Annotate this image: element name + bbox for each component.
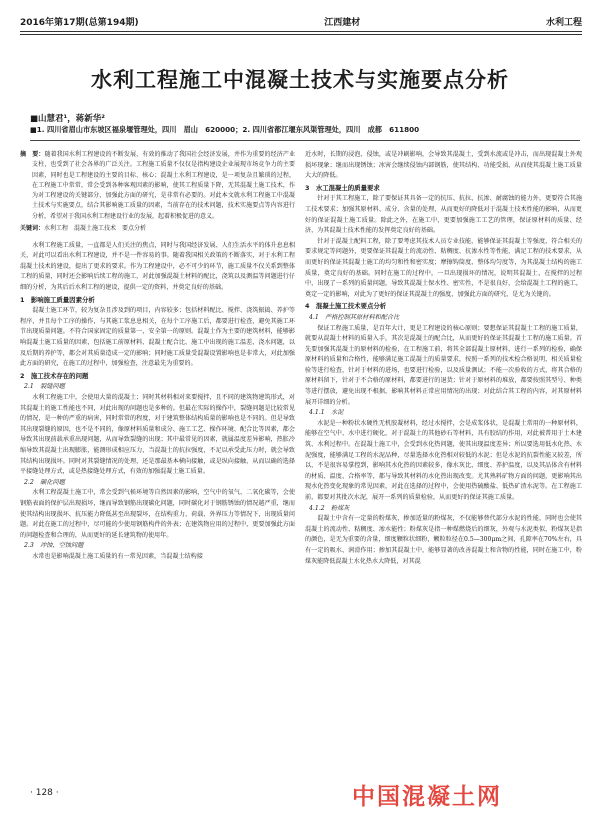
keywords xyxy=(20,224,295,235)
body-paragraph: 针对于其工程施工，除了要保证其具备一定的抗压、抗拉、抗渗、耐腐蚀的能力外，更要符合其施工技术要求；加强其原材料、成分、含量的处理，从而更好的降低对于混凝土技术性能的影响，从而更好的保证混凝土施工质量。除此之外，在施工中，更要加强施工工艺的管理，保证原材料的质量、经济，为其混凝土技术性能的发挥奠定良好的基础。 xyxy=(305,195,582,235)
abstract xyxy=(20,150,295,222)
header-rule xyxy=(20,31,582,32)
body-paragraph: 水泥是一种粉状水硬性无机胶凝材料，经过水搅拌，会是成浆体状，是混凝土常用的一种原材料，能够在空气中、水中进行硬化，对于混凝土的其他砂石等材料，具有胶结的作用，对此被普用于土木建筑、水利过程中。在混凝土施工中，会受到水化热问题，使其出现温度差异；所以要选用低水化热、水泥强度，能够满足工程的水泥品种，尽量选择水化热相对较低的水泥；但是水泥的抗裂性能又较差，所以，不是很容易掌控到，影响其水化热的因素较多，像水灰比、细度、养护温度，以及其品体含有材料的材质、温度、合格率等，都与导致其材料的水化热出现改变。尤其熟料矿物方面的问题，更影响其出现水化热变化现象的常见因素，对此在选择的过程中，会使用热硫酸盐、低热矿渣水泥等。在工程施工前，都要对其批次水泥，展开一系列的质量检验，从而更好的保证其施工质量。 xyxy=(305,419,582,501)
left-column xyxy=(20,150,295,562)
right-body xyxy=(305,150,582,567)
subsection-heading: 4.1 严格控制其原材料和配合比 xyxy=(309,313,400,321)
section-heading: 4 混凝土施工技术要点分析 xyxy=(305,302,387,311)
body-paragraph: 水利工程混凝土施工中，常会受到气候环境等自然因素的影响，空气中的氧气、二氧化碳等，会使钢筋表面的保护层出现损坏，继而导致钢筋出现碳化问题，同时碳化对于钢筋锈蚀的情况越严重，继而使其结构出现损坏、抗压能力降低甚至出现裂坏，在结构重力、荷载、外界压力等情况下，出现质量问题。对此在施工的过程中，尽可能的少使用钢筋构件的外表；在建筑物应用的过程中，更要加强此方面的问题检查和合理的，从而更好的延长建筑物的使用年。 xyxy=(20,489,295,539)
subsection-heading: 4.1.1 水泥 xyxy=(309,409,344,417)
article-authors: ■山慧君¹，蒋新华² xyxy=(30,114,105,124)
left-body xyxy=(20,241,295,563)
affiliation-rule xyxy=(30,140,580,141)
section-heading: 1 影响施工质量因素分析 xyxy=(20,295,95,304)
body-paragraph: 近水时，长期的浸泡、侵蚀，或是冲刷影响，会导致其混凝土，受到水流或是冲击，而出现混凝土外观损坏现象；继而出现锈蚀；冰害会继续侵蚀内部钢筋，使其结构、功能受损，从而使其混凝土施工质量大大的降低。 xyxy=(305,151,582,180)
subsection-heading: 4.1.2 粉煤灰 xyxy=(309,504,350,512)
keywords-label: 关键词： xyxy=(20,225,45,233)
body-paragraph: 保证工程施工质量，是百年大计，更是工程建设的核心原则；要想保证其混凝土工程的施工质量，就要从混凝土材料的质量入手，其次是混凝土的配合比，从而更好的保证其混凝土工程的施工质量。首先要加强其混凝土的原材料的检验，在工程施工前，将其全部混凝土原材料，进行一系列的检验，确保原材料的质量和合格性，能够满足施工混凝土的质量要求，按照一系列的技术检合格说明，相关质量检验等进行检查，针对于材料的进场，也要进行检验，以及质量测试；不能一次验收的方式，将其合格的原材料留下，针对于不合格的原材料，都要进行的退货；针对于原材料的堆放，都要按照其型号、种类等进行摆放，避免出现不根据，影响其材料正常应用情况的出现；对此结合其工程的内容，对其原材料展开详细的分析。 xyxy=(305,324,582,406)
body-paragraph: 混凝土中含有一定量的粉煤灰，掺加适量的粉煤灰，不仅能够替代部分水泥的性能，同时也会使其混凝土的流动性、粘稠度、渗水能性；粉煤灰是指一种煤燃烧后的细灰，外观与水泥类似，粉煤灰是指的颜色，是无为重要的含量，细度颗粒状细粉，颗粒粒径在0.5—300μm之间，孔隙率在70%左右，具有一定的吸水、润滑作用；掺加其混凝土中，能够显著的改善混凝土和含物的性能，同时在施工中，粉煤灰能降低混凝土水化热水大降低，对其混 xyxy=(305,515,582,565)
body-paragraph: 针对于混凝土配料工程，除了要考虑其技术人员专业技能，能够保证其混凝土等强度，符合相关的要求规定等问题外，更要保证其混凝土的流动性、粘稠度、抗渗水性等性能，满足工程的技术要求，从而更好的保证其混凝土施工的均匀和性和密实度；摩擦钩筒度、整体均匀度等，为其混凝土结构的施工质量，奠定良好的基础。同时在施工的过程中，一旦出现损坏的情况，说明其混凝土，在搅拌的过程中，出现了一系列的质量问题，导致其混凝土保水性、密实性，不是很良好，会给混凝土工程的施工，奠定一定的影响，对此为了更好的保证其混凝土的强度，加强此方面的研究，是尤为关键的。 xyxy=(305,237,582,298)
header-section: 水利工程 xyxy=(545,18,582,28)
section-heading: 2 施工技术存在的问题 xyxy=(20,371,89,380)
keywords-text: 水利工程 混凝土施工技术 要点分析 xyxy=(44,225,147,233)
subsection-heading: 2.1 裂缝问题 xyxy=(24,383,65,391)
header-rule-thin xyxy=(20,34,582,35)
running-header xyxy=(20,14,582,28)
abstract-text: 随着我国水利工程建设的不断发展，有效的推动了我国社会经济发展，并作为重要的经济产业支柱，也受到了社会各界的广泛关注。工程施工质量不仅仅是指构建设企业展现市场竞争力的主要因素，同时也是工程建设的主要的目标、核心；混凝土水利工程建设，是一项复杂且繁琐的过程，在工程施工中常常，常会受到各种客观因素的影响，使其工程质量下降，无其混凝土施工技术，作为对工程建设的关键部分，加强此方面的研究，是非常有必要的。对此本文就水利工程施工中混凝土技术与实施要点，结合其影响施工质量的因素，当前存在的技术问题，技术实施要点等内容进行分析，希望对于我国水利工程建设行业的发展，起着积极促进的意义。 xyxy=(32,151,295,220)
body-paragraph: 水利工程施工质量，一直都是人们关注的焦点，同时与我国经济发展、人们生活水平的体升息息相关，对此可以看出水利工程建设，并不是一件容易的事。随着我国相关政策的不断落实，对于水利工程混凝土技术的建设，提出了更求的要求。作为工程建设中，必不可少的环节，施工质量不仅关系到整体工程的质量，同时还会影响后续工程的施工，对此加强混凝土材料的配比，浇筑以及测温等问题进行仔细的分析，为其后后水利工程的建设，提供一定的资料，并奠定良好的基础。 xyxy=(20,241,295,292)
header-issue: 2016年第17期(总第194期) xyxy=(20,18,139,28)
body-paragraph: 水常也是影响混凝土施工质量的有一常见因素，当混凝土结构接 xyxy=(32,552,203,560)
section-heading: 3 水工混凝土的质量要求 xyxy=(305,183,380,192)
right-column xyxy=(305,150,582,567)
watermark: 中国混凝土网 xyxy=(352,784,502,810)
subsection-heading: 2.2 碳化问题 xyxy=(24,478,65,486)
author-affiliation: ■1. 四川省眉山市东坡区福泉堰管理处，四川 眉山 620000；2. 四川省都江堰东风渠管理处，四川 成都 611800 xyxy=(30,125,420,134)
header-journal: 江西建材 xyxy=(324,18,361,28)
page-number: · 128 · xyxy=(30,788,59,798)
abstract-label: 摘 要： xyxy=(20,151,45,158)
body-paragraph: 混凝土施工环节，较为复杂且涉及到的项目，内容较多；包括材料配比、搅拌、浇筑振捣、养护等程序，并且每个工序的操作，与其施工浆息息相关，在每个工序施工后，都要进行检查，避免其施工环节出现质量问题。不符合国家固定的质量第一，安全第一的原则。混凝土作为主要的建筑材料，能够影响混凝土施工质量的因素，包括施工前原材料、混凝土配合比、施工中出现的施工温差、浇水问题，以及后期的养护等，都会对其质量造成一定的影响；同时施工质量受混凝设置影响也是非常大，对此加强此方面的研究，在施工的过程中，加强检查，注意最先为重要的。 xyxy=(20,307,295,368)
article-title: 水利工程施工中混凝土技术与实施要点分析 xyxy=(91,68,509,92)
subsection-heading: 2.3 冲蚀、空蚀问题 xyxy=(24,542,84,550)
body-paragraph: 水利工程施工中，会使用大量的混凝土；同时其材料相对来要搅拌，且不同的建筑物建筑形式，对其混凝土的施工性能也不同，对此出现的问题也是多种的。但最在实际的操作中，裂缝问题是比较常见的情况，是一种的严重的病害，同时常常的程度，对于建筑整体结构质量的影响也是不同的。但是导致其出现裂缝的原因，也不是不同的，像原材料质量和成分、施工工艺、操作环境、配合比等因素，都会导致其出现前载承重出现问题，从而导致裂缝的出现；其中最常见的因素，就属温度差异影响，热胀冷缩导致其混凝土出现膨胀，能测形成相应压力，当混凝土的抗拉强度，不足以承受此压力时，就会导致其结构出现损坏。同时对其裂缝情况的处理，还是那最基本横向接触，或是纵向接触，从而以确的选择平接缝处理方式，或是热接缝处理方式，有效的加强混凝土施工质量。 xyxy=(20,393,295,476)
